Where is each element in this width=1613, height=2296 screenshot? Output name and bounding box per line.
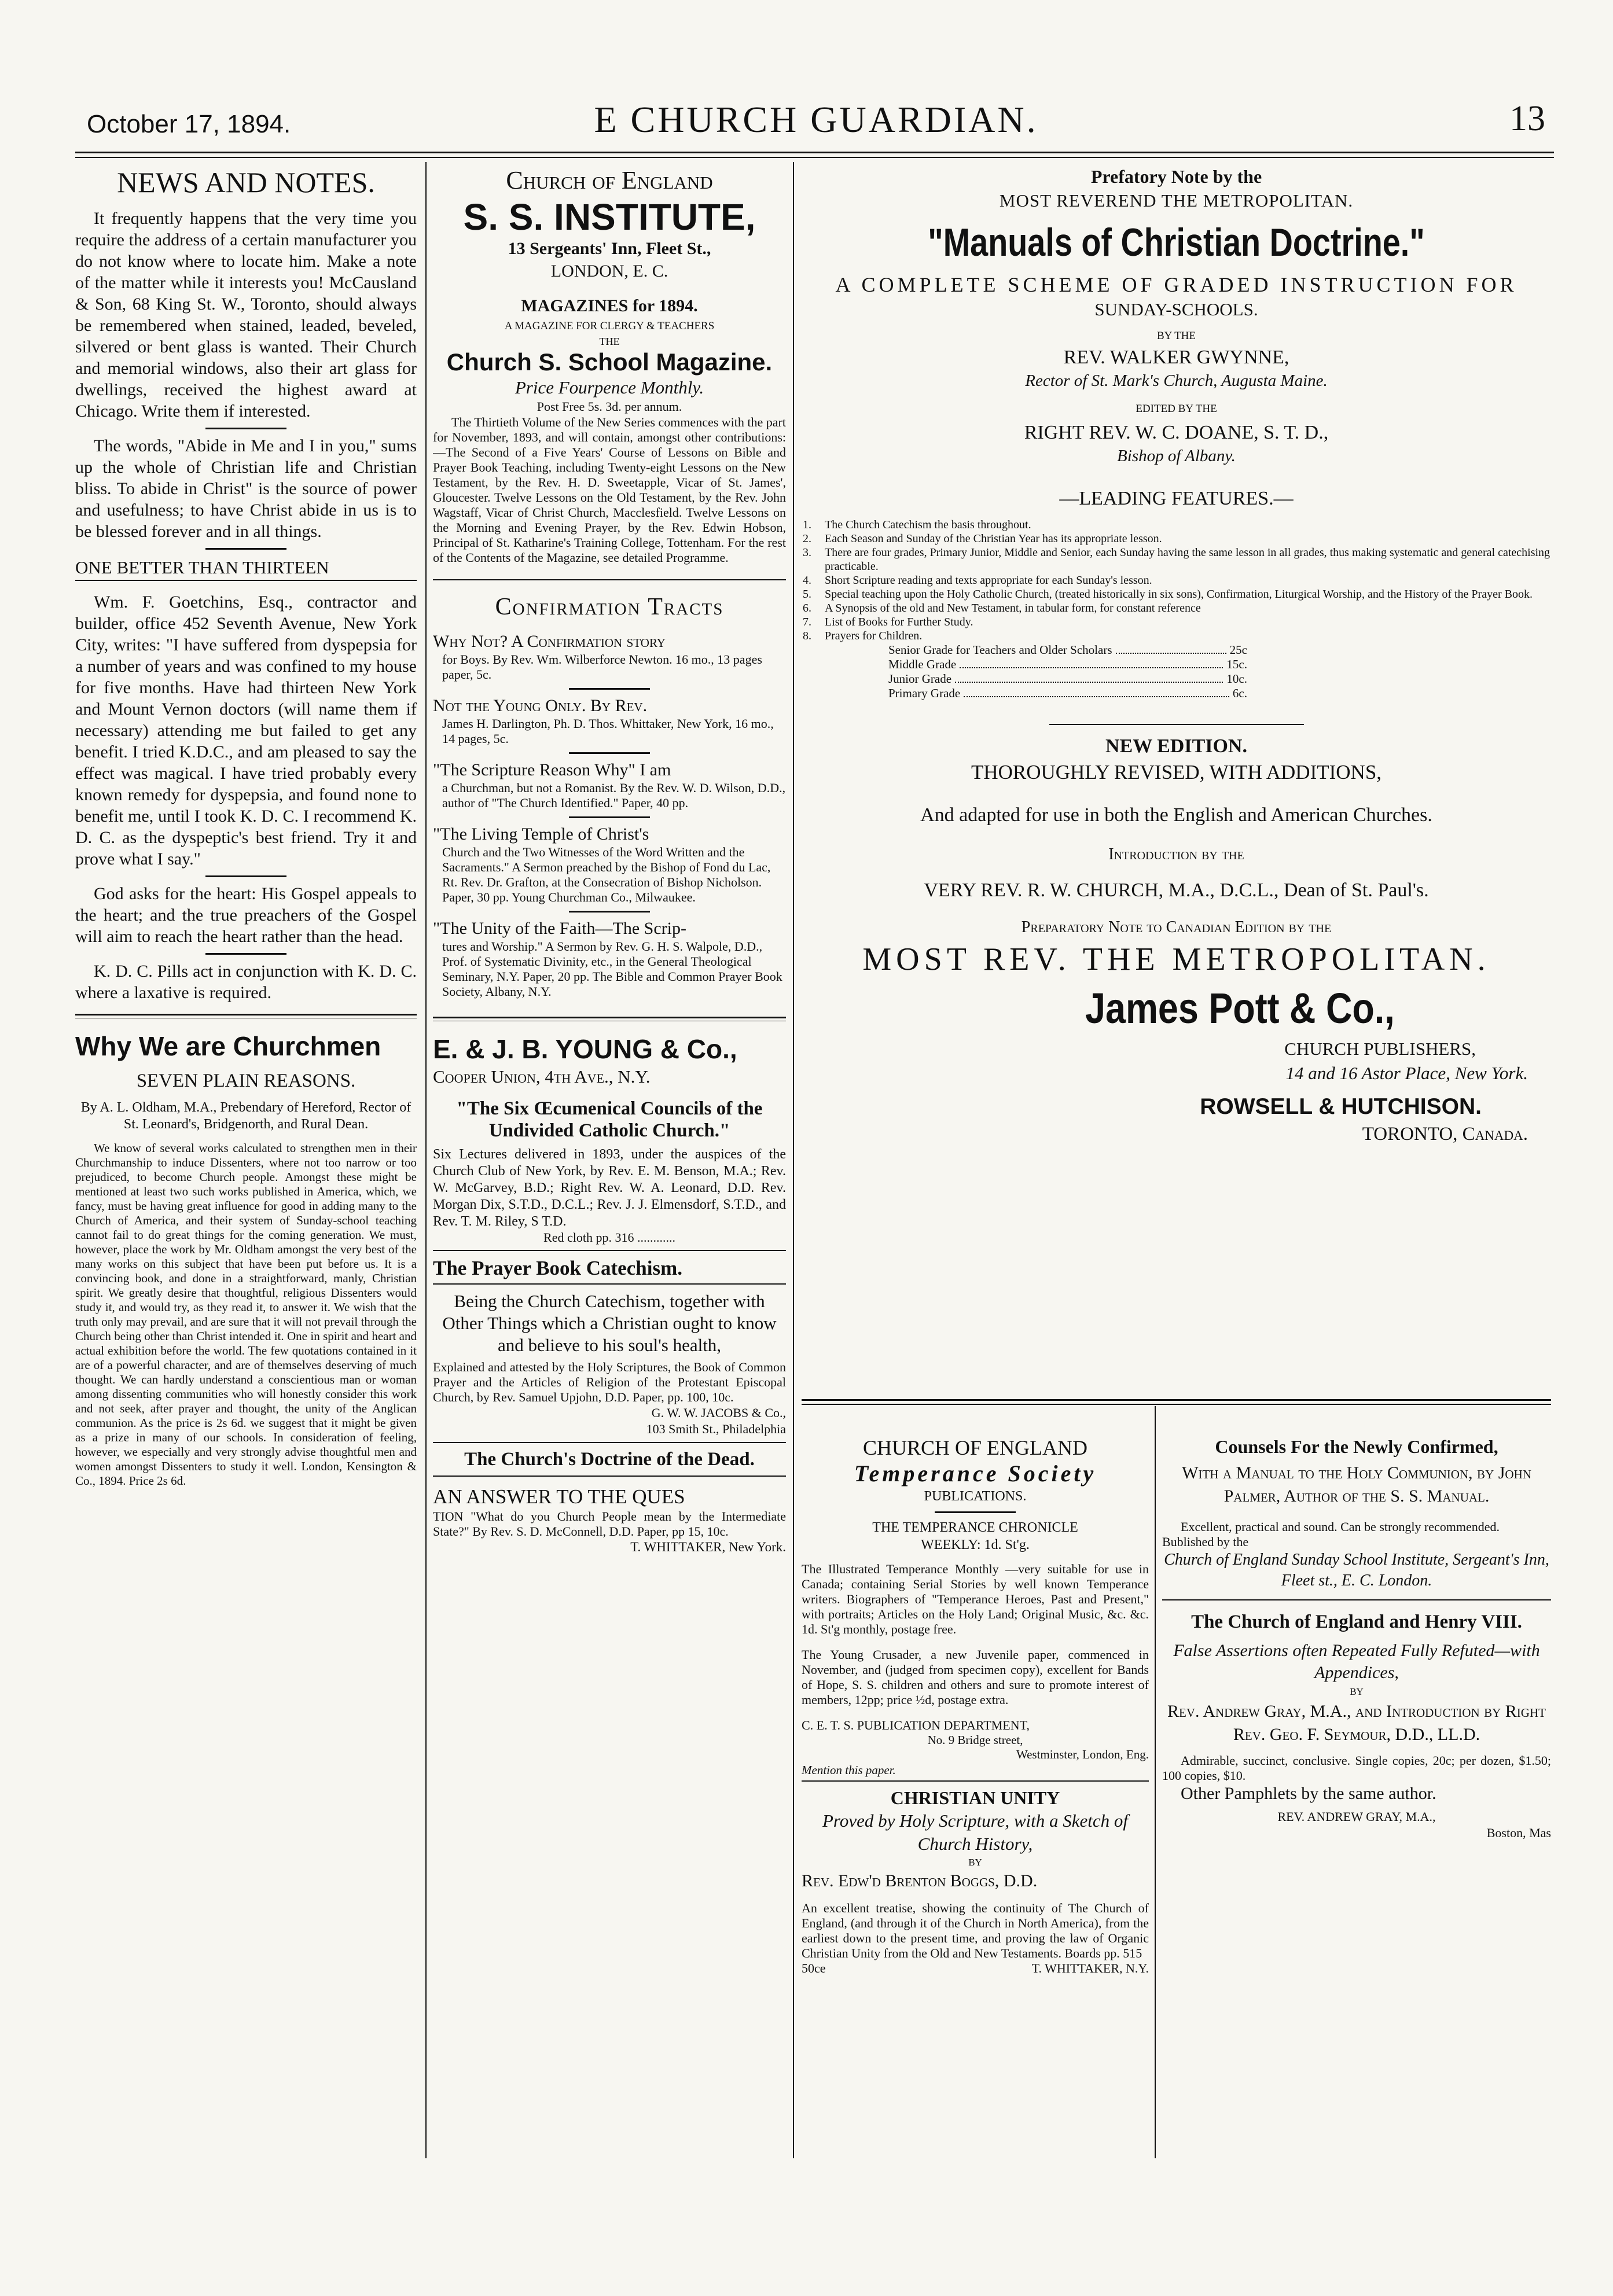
news-paragraph: It frequently happens that the very time you require the address of a certain manufacturer you do not know where to locate him. Make a note of the matter while it interests you! McCausland & Son, 68 King St. W., Toronto, should always be remembered when stained, leaded, beveled, silvered or bent glass is wanted. Their Church and memorial windows, also their art glass for dwellings, received the highest award at Chicago. Write them if interested.: [75, 209, 417, 421]
adapted-line: And adapted for use in both the English and American Churches.: [920, 804, 1432, 826]
prefatory-metropolitan: MOST REVEREND THE METROPOLITAN.: [999, 190, 1354, 211]
feature-item: 5. Special teaching upon the Holy Catholic Church, (treated historically in six sons), Confirmation, Liturgical Worship, and the History of the Prayer Book.: [803, 588, 1533, 601]
prayer-book-catechism-heading: The Prayer Book Catechism.: [433, 1257, 682, 1279]
separator: [205, 875, 286, 877]
column-counsels: [1162, 1435, 1551, 2164]
pott-address: 14 and 16 Astor Place, New York.: [1285, 1063, 1528, 1083]
henry-viii-by: BY: [1350, 1686, 1364, 1697]
section-rule: [433, 579, 786, 580]
answer-publisher: T. WHITTAKER, New York.: [630, 1540, 786, 1554]
young-publisher-heading: E. & J. B. YOUNG & Co.,: [433, 1034, 737, 1064]
ssi-address: 13 Sergeants' Inn, Fleet St.,: [508, 239, 711, 258]
page-number: 13: [1509, 99, 1545, 138]
why-churchmen-subheading: SEVEN PLAIN REASONS.: [136, 1070, 356, 1091]
section-rule: [433, 1017, 786, 1021]
prayer-book-catechism-body: Being the Church Catechism, together with Other Things which a Christian ought to know and believe to his soul's health,: [442, 1291, 777, 1355]
separator: [935, 1511, 1016, 1513]
section-rule: [433, 1283, 786, 1285]
doctrine-dead-heading: The Church's Doctrine of the Dead.: [464, 1449, 755, 1470]
christian-unity-heading: CHRISTIAN UNITY: [890, 1787, 1060, 1808]
news-paragraph: K. D. C. Pills act in conjunction with K. D. C. where a laxative is required.: [75, 962, 417, 1002]
tract-detail: a Churchman, but not a Romanist. By the Rev. W. D. Wilson, D.D., author of "The Church Identified." Paper, 40 pp.: [442, 781, 786, 810]
preparatory-note: Preparatory Note to Canadian Edition by the: [1021, 918, 1332, 936]
section-rule: [802, 1399, 1551, 1401]
james-pott-publisher: James Pott & Co.,: [1085, 984, 1395, 1032]
editor-name: RIGHT REV. W. C. DOANE, S. T. D.,: [1024, 422, 1329, 443]
section-rule: [802, 1780, 1149, 1782]
tract-title: "The Living Temple of Christ's: [433, 825, 649, 844]
column-rule: [425, 162, 427, 2158]
temperance-chronicle-price: WEEKLY: 1d. St'g.: [921, 1537, 1030, 1552]
christian-unity-by: BY: [968, 1857, 982, 1868]
tract-title: Why Not? A Confirmation story: [433, 632, 666, 651]
temperance-chronicle: THE TEMPERANCE CHRONICLE: [872, 1520, 1078, 1535]
counsels-published-by: Bublished by the: [1162, 1535, 1249, 1549]
feature-item: 4. Short Scripture reading and texts appropriate for each Sunday's lesson.: [803, 574, 1152, 587]
henry-viii-subtitle: False Assertions often Repeated Fully Refuted—with Appendices,: [1173, 1641, 1540, 1682]
temperance-society-title: Temperance Society: [854, 1460, 1097, 1486]
feature-item: 3. There are four grades, Primary Junior, Middle and Senior, each Sunday having the same lesson in all grades, thus making systematic and general catechising practicable.: [803, 546, 1550, 573]
editor-title: Bishop of Albany.: [1117, 447, 1236, 465]
feature-item: 1. The Church Catechism the basis throughout.: [803, 518, 1031, 531]
department-address: Westminster, London, Eng.: [1016, 1747, 1149, 1761]
section-rule: [433, 1250, 786, 1251]
counsels-publisher: Church of England Sunday School Institute, Sergeant's Inn, Fleet st., E. C. London.: [1164, 1551, 1549, 1589]
ssi-title: S. S. INSTITUTE,: [463, 196, 756, 238]
manuals-advertisement: [802, 165, 1551, 1403]
catechism-publisher-address: 103 Smith St., Philadelphia: [646, 1422, 786, 1436]
magazine-postage: Post Free 5s. 3d. per annum.: [537, 399, 682, 414]
column-ads: [433, 165, 786, 2167]
tract-detail: tures and Worship." A Sermon by Rev. G. H. S. Walpole, D.D., Prof. of Systematic Divinity, etc., in the General Theological Seminary, N.Y. Paper, 20 pp. The Bible and Common Prayer Book Society, Albany, N.Y.: [442, 939, 782, 999]
henry-viii-heading: The Church of England and Henry VIII.: [1191, 1611, 1522, 1632]
section-rule: [433, 1442, 786, 1443]
grade-price-list: [802, 643, 1253, 701]
magazines-heading: MAGAZINES for 1894.: [521, 296, 698, 315]
why-churchmen-byline: By A. L. Oldham, M.A., Prebendary of Hereford, Rector of St. Leonard's, Bridgenorth, and Rural Dean.: [80, 1100, 411, 1132]
department-address: No. 9 Bridge street,: [927, 1733, 1023, 1747]
section-rule: [1162, 1599, 1551, 1600]
christian-unity-footer: [802, 1961, 1149, 1976]
feature-item: 2. Each Season and Sunday of the Christian Year has its appropriate lesson.: [803, 532, 1162, 545]
introduction-name: VERY REV. R. W. CHURCH, M.A., D.C.L., Dean of St. Paul's.: [924, 880, 1429, 901]
testimonial-paragraph: Wm. F. Goetchins, Esq., contractor and builder, office 452 Seventh Avenue, New York City, writes: "I have suffered from dyspepsia for a number of years and was confined to my house for five months. Have had thirteen New York and Mount Vernon doctors (will name them if necessary) attending me but failed to get any benefit. I tried K.D.C., and am pleased to say the effect was magical. I have tried probably every known remedy for dyspepsia, and found none to benefit me, until I took K. D. C. I recommend K. D. C. as the dyspeptic's best friend. Try it and prove what I say.": [75, 593, 417, 869]
tract-detail: Church and the Two Witnesses of the Word Written and the Sacraments." A Sermon preached by the Bishop of Fond du Lac, Rt. Rev. Dr. Grafton, at the Consecration of Bishop Nicholson. Paper, 30 pp. Young Churchman Co., Milwaukee.: [442, 845, 771, 904]
feature-item: 8. Prayers for Children.: [803, 630, 923, 642]
news-paragraph: God asks for the heart: His Gospel appeals to the heart; and the true preachers of the Gospel will aim to reach the heart rather than the head.: [75, 884, 417, 946]
column-rule: [1155, 1406, 1156, 2158]
tract-title: "The Unity of the Faith—The Scrip-: [433, 919, 686, 938]
section-rule: [433, 1476, 786, 1477]
magazine-subtitle: A MAGAZINE FOR CLERGY & TEACHERS: [504, 320, 715, 332]
magazine-body: The Thirtieth Volume of the New Series commences with the part for November, 1893, and will contain, amongst other contributions:—The Second of a Five Years' Course of Lessons on Bible and Prayer Book Teaching, including Twenty-eight Lessons on the New Testament, by the Rev. H. D. Sweetapple, Vicar of St. James', Gloucester. Twelve Lessons on the Old Testament, by the Rev. John Wagstaff, Vicar of Christ Church, Macclesfield. Twelve Lessons on the Morning and Evening Prayer, by the Rev. Edwin Hobson, Principal of St. Katharine's Training College, Tottenham. For the rest of the Contents of the Magazine, see detailed Programme.: [433, 415, 786, 565]
temperance-monthly: The Illustrated Temperance Monthly —very suitable for use in Canada; containing Serial Stories by well known Temperance writers. Biographers of "Temperance Heroes, Past and Present," with portraits; Articles on the Holy Land; Original Music, &c. &c. 1d. St'g monthly, postage free.: [802, 1562, 1149, 1636]
tract-detail: for Boys. By Rev. Wm. Wilberforce Newton. 16 mo., 13 pages paper, 5c.: [442, 652, 762, 682]
other-pamphlets: Other Pamphlets by the same author.: [1181, 1784, 1436, 1803]
tract-title: Not the Young Only. By Rev.: [433, 696, 648, 715]
toronto-canada: TORONTO, Canada.: [1362, 1124, 1528, 1145]
prayer-book-catechism-detail: Explained and attested by the Holy Scriptures, the Book of Common Prayer and the Articles of Religion of the Protestant Episcopal Church, by Rev. Samuel Upjohn, D.D. Paper, pp. 100, 10c.: [433, 1360, 786, 1404]
six-councils-price: Red cloth pp. 316 ............: [543, 1230, 675, 1245]
young-publisher-address: Cooper Union, 4th Ave., N.Y.: [433, 1066, 651, 1087]
prefatory-note: Prefatory Note by the: [1090, 166, 1262, 187]
mention-paper: Mention this paper.: [802, 1763, 896, 1777]
separator: [569, 688, 650, 690]
separator: [205, 428, 286, 429]
temperance-publications: PUBLICATIONS.: [924, 1489, 1027, 1504]
testimonial-heading: ONE BETTER THAN THIRTEEN: [75, 555, 417, 581]
separator: [205, 548, 286, 550]
why-churchmen-body: We know of several works calculated to strengthen men in their Churchmanship to induce Dissenters, where not too narrow or too prejudiced, to become Church people. Amongst these might be mentioned at least two such works published in America, which, we fancy, must be having great influence for good in adding many to the Church of America, and their system of Sunday-school teaching cannot fail to do great things for the coming generation. We must, however, place the work by Mr. Oldham amongst the very best of the many works on this subject that have been put before us. It is a convincing book, and done in a straightforward, manly, Christian spirit. We greatly desire that thoughtful, religious Dissenters would study it, and would try, as they read it, to answer it. We wish that the truth only may prevail, and are sure that it will not prevail through the Church being other than Christ intended it. One in spirit and heart and actual exhibition before the world. The few quotations contained in it are of a powerful character, and are of themselves deserving of much thought. We can hardly understand a conscientious man or woman among dissenting communities who will honestly consider this work and not seek, after prayer and thought, the unity of the Anglican communion. As the price is 2s 6d. we suggest that it might be given as a prize in many of our schools. In consideration of feeling, however, we especially and very strongly advise thoughtful men and women amongst Dissenters to study it well. London, Kensington & Co., 1894. Price 2s 6d.: [75, 1141, 417, 1488]
henry-viii-author: Rev. Andrew Gray, M.A., and Introduction by Right Rev. Geo. F. Seymour, D.D., LL.D.: [1167, 1702, 1546, 1744]
section-rule: [802, 1404, 1551, 1405]
grade-price-row: Middle Grade 15c.: [888, 657, 1247, 671]
answer-heading: AN ANSWER TO THE QUES: [433, 1485, 685, 1508]
feature-item: 6. A Synopsis of the old and New Testament, in tabular form, for constant reference: [803, 602, 1201, 615]
catechism-publisher: G. W. W. JACOBS & Co.,: [651, 1405, 786, 1420]
grade-price-row: Primary Grade 6c.: [888, 686, 1247, 700]
metropolitan-line: MOST REV. THE METROPOLITAN.: [862, 941, 1490, 977]
new-edition: NEW EDITION.: [1105, 735, 1247, 757]
author-signature: REV. ANDREW GRAY, M.A.,: [1277, 1809, 1436, 1824]
grade-price-row: Senior Grade for Teachers and Older Scholars 25c: [888, 643, 1247, 657]
publication-department: C. E. T. S. PUBLICATION DEPARTMENT,: [802, 1718, 1030, 1732]
column-news: [75, 165, 417, 2167]
issue-date: October 17, 1894.: [87, 110, 291, 138]
header-rule: [75, 152, 1554, 158]
newspaper-title: E CHURCH GUARDIAN.: [594, 99, 1038, 140]
revised-line: THOROUGHLY REVISED, WITH ADDITIONS,: [971, 761, 1382, 783]
news-heading: NEWS AND NOTES.: [117, 166, 375, 198]
temperance-church-of-england: CHURCH OF ENGLAND: [862, 1436, 1088, 1459]
column-rule: [793, 162, 794, 2158]
separator: [569, 911, 650, 912]
page-header: [75, 98, 1557, 150]
author-name: REV. WALKER GWYNNE,: [1063, 347, 1289, 368]
author-title: Rector of St. Mark's Church, Augusta Maine.: [1025, 371, 1328, 390]
scheme-line: A COMPLETE SCHEME OF GRADED INSTRUCTION FOR: [835, 273, 1518, 296]
tract-detail: James H. Darlington, Ph. D. Thos. Whittaker, New York, 16 mo., 14 pages, 5c.: [442, 716, 774, 746]
introduction-by: Introduction by the: [1108, 845, 1244, 863]
confirmation-tracts-heading: Confirmation Tracts: [495, 594, 724, 620]
six-councils-title: "The Six Œcumenical Councils of the Undivided Catholic Church.": [456, 1098, 763, 1141]
by-the: BY THE: [1156, 330, 1196, 342]
church-publishers: CHURCH PUBLISHERS,: [1284, 1039, 1476, 1059]
counsels-subtitle: With a Manual to the Holy Communion, by John Palmer, Author of the S. S. Manual.: [1182, 1463, 1531, 1506]
section-rule: [1049, 724, 1304, 725]
column-temperance: [802, 1435, 1149, 2164]
counsels-heading: Counsels For the Newly Confirmed,: [1215, 1436, 1498, 1457]
section-rule: [75, 1014, 417, 1018]
ssi-church-of-england: Church of England: [506, 166, 713, 194]
why-churchmen-heading: Why We are Churchmen: [75, 1031, 381, 1061]
scheme-subtitle: SUNDAY-SCHOOLS.: [1094, 299, 1258, 319]
young-crusader: The Young Crusader, a new Juvenile paper, commenced in November, and (judged from specimen copy), excellent for Bands of Hope, S. S. children and others and sure to promote interest of members, 12pp; price ½d, postage extra.: [802, 1647, 1149, 1707]
magazine-title: Church S. School Magazine.: [446, 348, 773, 376]
leading-features-heading: —LEADING FEATURES.—: [1059, 488, 1294, 509]
separator: [205, 953, 286, 955]
counsels-body: Excellent, practical and sound. Can be strongly recommended.: [1181, 1519, 1500, 1534]
answer-body: TION "What do you Church People mean by the Intermediate State?" By Rev. S. D. McConnell, D.D. Paper, pp 15, 10c.: [433, 1509, 786, 1539]
edited-by: EDITED BY THE: [1136, 403, 1217, 415]
tract-title: "The Scripture Reason Why" I am: [433, 760, 671, 779]
henry-viii-body: Admirable, succinct, conclusive. Single copies, 20c; per dozen, $1.50; 100 copies, $10.: [1162, 1753, 1551, 1783]
christian-unity-price: 50ce: [802, 1961, 826, 1975]
features-list: [802, 518, 1551, 643]
author-location: Boston, Mas: [1486, 1826, 1551, 1840]
six-councils-body: Six Lectures delivered in 1893, under the auspices of the Church Club of New York, by Rev. E. M. Benson, M.A.; Rev. W. McGarvey, B.D.; Right Rev. W. A. Leonard, D.D. Rev. Morgan Dix, S.T.D., D.C.L.; Rev. J. J. Elmensdorf, S.T.D., and Rev. T. M. Riley, S T.D.: [433, 1147, 786, 1229]
magazine-price: Price Fourpence Monthly.: [515, 377, 704, 398]
feature-item: 7. List of Books for Further Study.: [803, 616, 973, 628]
christian-unity-author: Rev. Edw'd Brenton Boggs, D.D.: [802, 1871, 1038, 1890]
christian-unity-publisher: T. WHITTAKER, N.Y.: [1031, 1961, 1149, 1975]
grade-price-row: Junior Grade 10c.: [888, 672, 1247, 686]
separator: [569, 752, 650, 754]
christian-unity-body: An excellent treatise, showing the continuity of The Church of England, (and through it of the Church in North America), from the earliest down to the present time, and proving the law of Organic Christian Unity from the Old and New Testaments. Boards pp. 515: [802, 1901, 1149, 1960]
news-paragraph: The words, "Abide in Me and I in you," sums up the whole of Christian life and Christian bliss. To abide in Christ" is the source of power and usefulness; to have Christ abide in us is to be blessed forever and in all things.: [75, 436, 417, 541]
magazine-the: THE: [599, 336, 620, 347]
christian-unity-subtitle: Proved by Holy Scripture, with a Sketch of Church History,: [822, 1811, 1128, 1854]
separator: [569, 816, 650, 818]
ssi-city: LONDON, E. C.: [550, 262, 668, 281]
manuals-title: "Manuals of Christian Doctrine.": [928, 220, 1425, 264]
rowsell-hutchison: ROWSELL & HUTCHISON.: [1200, 1094, 1482, 1119]
